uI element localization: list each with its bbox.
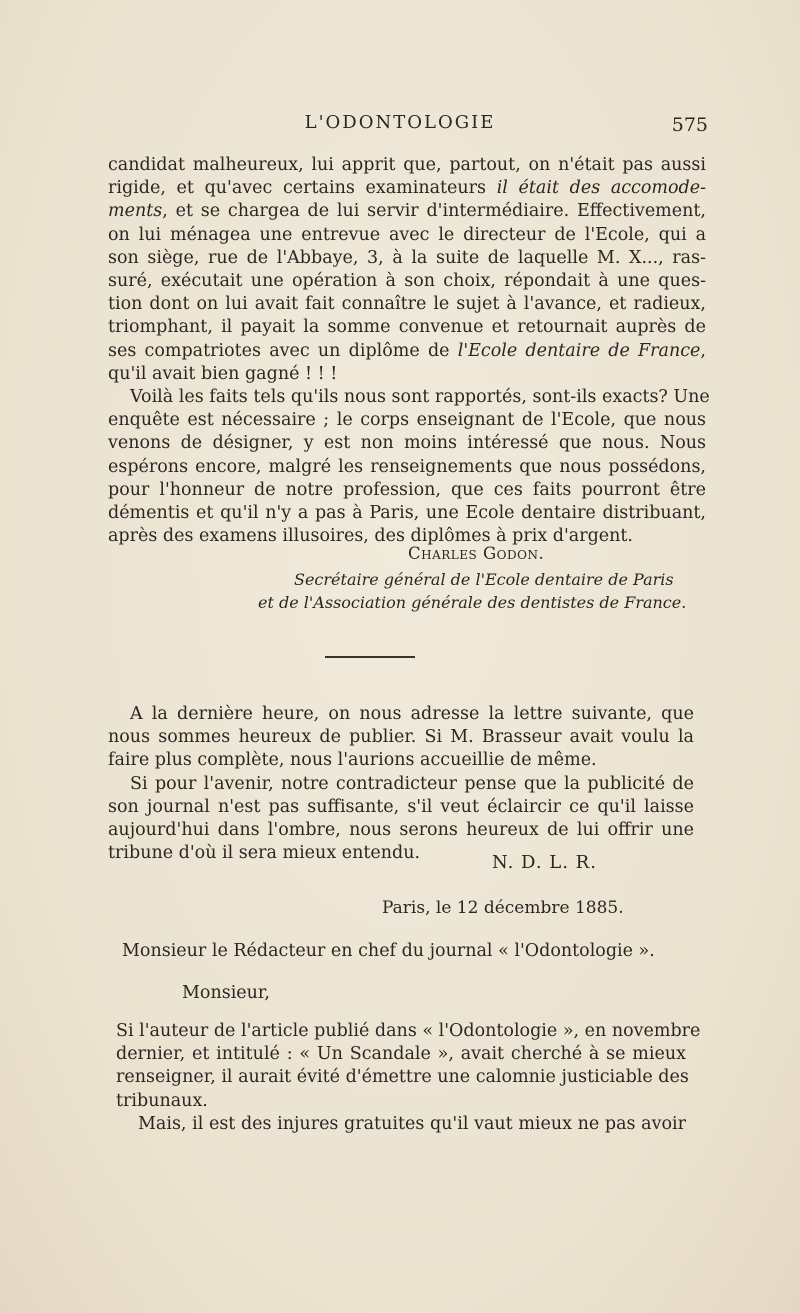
text-line: ments, et se chargea de lui servir d'intermédiaire. Effectivement, bbox=[108, 201, 706, 222]
section-divider bbox=[325, 656, 415, 658]
text-line: pour l'honneur de notre profession, que ces faits pourront être bbox=[108, 479, 706, 500]
letter-addressee: Monsieur le Rédacteur en chef du journal « l'Odontologie ». bbox=[122, 941, 655, 961]
text-line: tion dont on lui avait fait connaître le sujet à l'avance, et radieux, bbox=[108, 294, 706, 315]
text-line: rigide, et qu'avec certains examinateurs il était des accomode- bbox=[108, 178, 706, 199]
text-line: dernier, et intitulé : « Un Scandale », avait cherché à se mieux bbox=[116, 1044, 686, 1065]
letter-body bbox=[116, 1020, 701, 1136]
text-line: venons de désigner, y est non moins intéressé que nous. Nous bbox=[108, 433, 706, 454]
text-line: A la dernière heure, on nous adresse la lettre suivante, que bbox=[130, 704, 694, 724]
letter-date: Paris, le 12 décembre 1885. bbox=[382, 898, 624, 918]
signature-name: Charles Godon. bbox=[408, 544, 545, 563]
italic-phrase: il était des accomode- bbox=[496, 178, 706, 199]
text-line: aujourd'hui dans l'ombre, nous serons heureux de lui offrir une bbox=[108, 820, 694, 841]
italic-phrase: l'Ecole dentaire de France bbox=[457, 340, 701, 361]
text-line: tribunaux. bbox=[116, 1090, 208, 1111]
text-line: tribune d'où il sera mieux entendu. bbox=[108, 843, 421, 864]
running-title: L'ODONTOLOGIE bbox=[304, 112, 496, 133]
text-line: nous sommes heureux de publier. Si M. Brasseur avait voulu la bbox=[108, 727, 694, 748]
text-line: Si l'auteur de l'article publié dans « l'Odontologie », en novembre bbox=[116, 1021, 701, 1041]
editor-initials: N. D. L. R. bbox=[492, 852, 597, 873]
text-line: suré, exécutait une opération à son choix, répondait à une ques- bbox=[108, 271, 706, 292]
text-line: enquête est nécessaire ; le corps enseignant de l'Ecole, que nous bbox=[108, 410, 706, 431]
text-line: son siège, rue de l'Abbaye, 3, à la suite de laquelle M. X..., ras- bbox=[108, 247, 706, 268]
text-line: démentis et qu'il n'y a pas à Paris, une Ecole dentaire distribuant, bbox=[108, 503, 706, 524]
letter-salutation: Monsieur, bbox=[182, 983, 270, 1003]
article-conclusion bbox=[108, 154, 710, 548]
text-line: son journal n'est pas suffisante, s'il veut éclaircir ce qu'il laisse bbox=[108, 796, 694, 817]
text-line: Mais, il est des injures gratuites qu'il vaut mieux ne pas avoir bbox=[138, 1113, 686, 1134]
text-line: faire plus complète, nous l'aurions accueillie de même. bbox=[108, 750, 597, 771]
text-line: ses compatriotes avec un diplôme de l'Ecole dentaire de France, bbox=[108, 340, 706, 361]
signature-title-line: Secrétaire général de l'Ecole dentaire de Paris bbox=[294, 570, 674, 589]
running-head bbox=[0, 112, 800, 142]
text-line: après des examens illusoires, des diplômes à prix d'argent. bbox=[108, 526, 633, 547]
text-line: espérons encore, malgré les renseignements que nous possédons, bbox=[108, 456, 706, 477]
signature-title-line: et de l'Association générale des dentistes de France. bbox=[258, 593, 687, 612]
text-line: on lui ménagea une entrevue avec le directeur de l'Ecole, qui a bbox=[108, 224, 706, 245]
text-line: triomphant, il payait la somme convenue et retournait auprès de bbox=[108, 317, 706, 338]
editorial-note bbox=[108, 703, 694, 865]
page-number: 575 bbox=[671, 114, 708, 136]
text-line: Voilà les faits tels qu'ils nous sont rapportés, sont-ils exacts? Une bbox=[130, 387, 710, 408]
text-line: Si pour l'avenir, notre contradicteur pense que la publicité de bbox=[130, 773, 694, 794]
italic-phrase: ments bbox=[108, 201, 163, 222]
text-line: qu'il avait bien gagné ! ! ! bbox=[108, 363, 338, 384]
text-line: renseigner, il aurait évité d'émettre une calomnie justiciable des bbox=[116, 1067, 689, 1088]
text-line: candidat malheureux, lui apprit que, partout, on n'était pas aussi bbox=[108, 155, 706, 175]
